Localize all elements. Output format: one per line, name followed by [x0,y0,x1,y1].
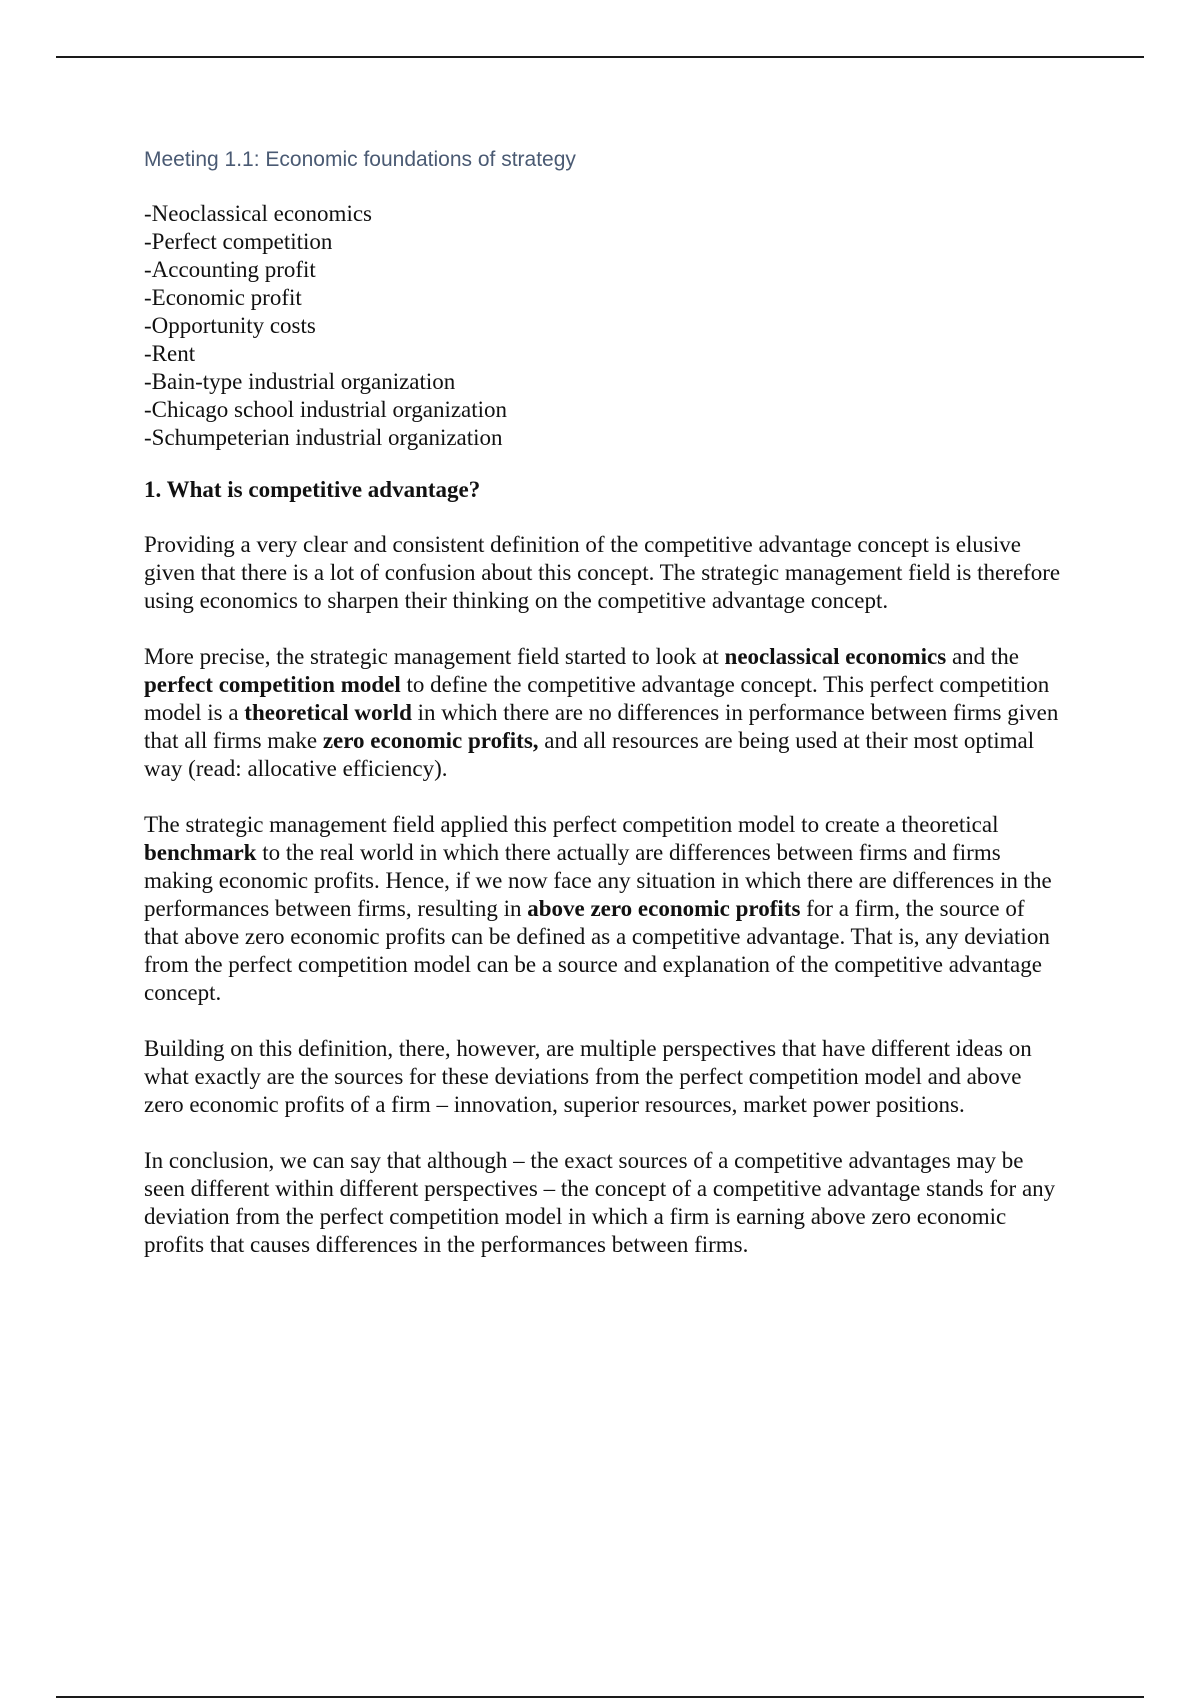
list-item: -Rent [144,341,196,366]
list-item: -Accounting profit [144,257,316,282]
top-rule [56,56,1144,58]
text-run: and all resources are being used at their most optimal way (read: allocative efficiency). [144,728,1035,781]
bottom-rule [56,1696,1144,1698]
paragraph-perspectives: Building on this definition, there, however, are multiple perspectives that have different ideas on what exactly are the sources for these deviations from the perfect competition model and above zero economic profits of a firm – innovation, superior resources, market power positions. [144,1036,1032,1117]
bold-term: above zero economic profits [527,896,801,921]
topic-list [144,200,1064,452]
text-run: for a firm, the source of that above zero economic profits can be defined as a competitive advantage. That is, any deviation from the perfect competition model can be a source and explanation of the competitive advantage concept. [144,896,1050,1005]
document-title: Meeting 1.1: Economic foundations of strategy [144,148,576,171]
text-run: The strategic management field applied this perfect competition model to create a theoretical [144,812,999,837]
text-run: in which there are no differences in performance between firms given that all firms make [144,700,1059,753]
text-run: More precise, the strategic management field started to look at [144,644,725,669]
list-item: -Perfect competition [144,229,333,254]
section-heading: 1. What is competitive advantage? [144,477,481,502]
document-body [144,146,1064,1287]
bold-term: zero economic profits, [322,728,539,753]
paragraph-perfect-competition [144,643,1064,783]
paragraph-definition: Providing a very clear and consistent definition of the competitive advantage concept is elusive given that there is a lot of confusion about this concept. The strategic management field is therefore using economics to sharpen their thinking on the competitive advantage concept. [144,532,1061,613]
bold-term: perfect competition model [144,672,401,697]
list-item: -Bain-type industrial organization [144,369,456,394]
paragraph-conclusion: In conclusion, we can say that although – the exact sources of a competitive advantages may be seen different within different perspectives – the concept of a competitive advantage stands for any deviation from the perfect competition model in which a firm is earning above zero economic profits that causes differences in the performances between firms. [144,1148,1056,1257]
text-run: and the [946,644,1020,669]
bold-term: theoretical world [244,700,412,725]
text-run: to define the competitive advantage concept. This perfect competition model is a [144,672,1050,725]
list-item: -Chicago school industrial organization [144,397,508,422]
paragraph-benchmark [144,811,1064,1007]
list-item: -Schumpeterian industrial organization [144,425,503,450]
list-item: -Economic profit [144,285,302,310]
text-run: to the real world in which there actually are differences between firms and firms making economic profits. Hence, if we now face any situation in which there are differences in the performances between firms, resulting in [144,840,1052,921]
bold-term: benchmark [144,840,257,865]
bold-term: neoclassical economics [724,644,947,669]
list-item: -Neoclassical economics [144,201,372,226]
list-item: -Opportunity costs [144,313,316,338]
